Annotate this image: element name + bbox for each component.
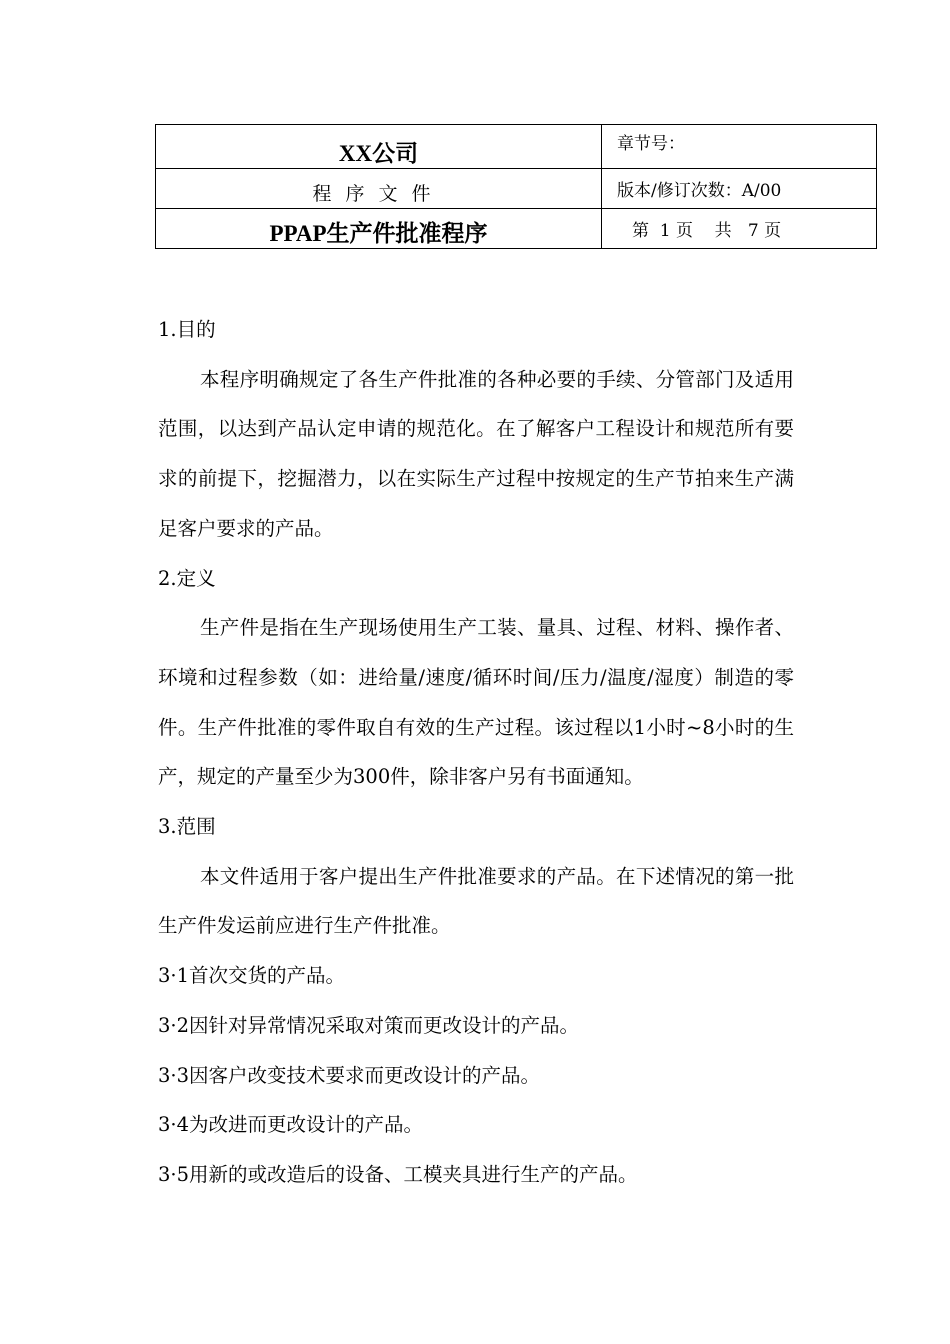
definition-heading: 2.定义 [158,566,216,590]
purpose-paragraph: 本程序明确规定了各生产件批准的各种必要的手续、分管部门及适用范围，以达到产品认定申请的规范化。在了解客户工程设计和规范所有要求的前提下，挖掘潜力，以在实际生产过程中按规定的生产节拍来生产满足客户要求的产品。 [158,367,794,540]
scope-paragraph: 本文件适用于客户提出生产件批准要求的产品。在下述情况的第一批生产件发运前应进行生产件批准。 [158,864,794,938]
company-name: XX公司 [156,125,602,169]
scope-item: 3·5用新的或改造后的设备、工模夹具进行生产的产品。 [158,1162,638,1186]
document-header-table [155,124,877,249]
scope-item: 3·3因客户改变技术要求而更改设计的产品。 [158,1063,541,1087]
scope-item: 3·4为改进而更改设计的产品。 [158,1113,424,1137]
scope-heading: 3.范围 [158,815,216,839]
document-body [158,305,794,1200]
page-indicator-text: 第 1 页 共 7 页 [632,221,782,241]
chapter-number-label: 章节号： [602,125,877,169]
document-type: 程序文件 [156,169,602,209]
definition-paragraph: 生产件是指在生产现场使用生产工装、量具、过程、材料、操作者、环境和过程参数（如：进给量/速度/循环时间/压力/温度/湿度）制造的零件。生产件批准的零件取自有效的生产过程。该过程以1小时~8小时的生产，规定的产量至少为300件，除非客户另有书面通知。 [158,616,794,789]
document-title: PPAP生产件批准程序 [156,209,602,249]
purpose-heading: 1.目的 [158,318,216,341]
page-indicator [602,209,877,249]
scope-item: 3·1首次交货的产品。 [158,964,346,988]
version-revision: 版本/修订次数：A/00 [602,169,877,209]
scope-item: 3·2因针对异常情况采取对策而更改设计的产品。 [158,1013,580,1037]
